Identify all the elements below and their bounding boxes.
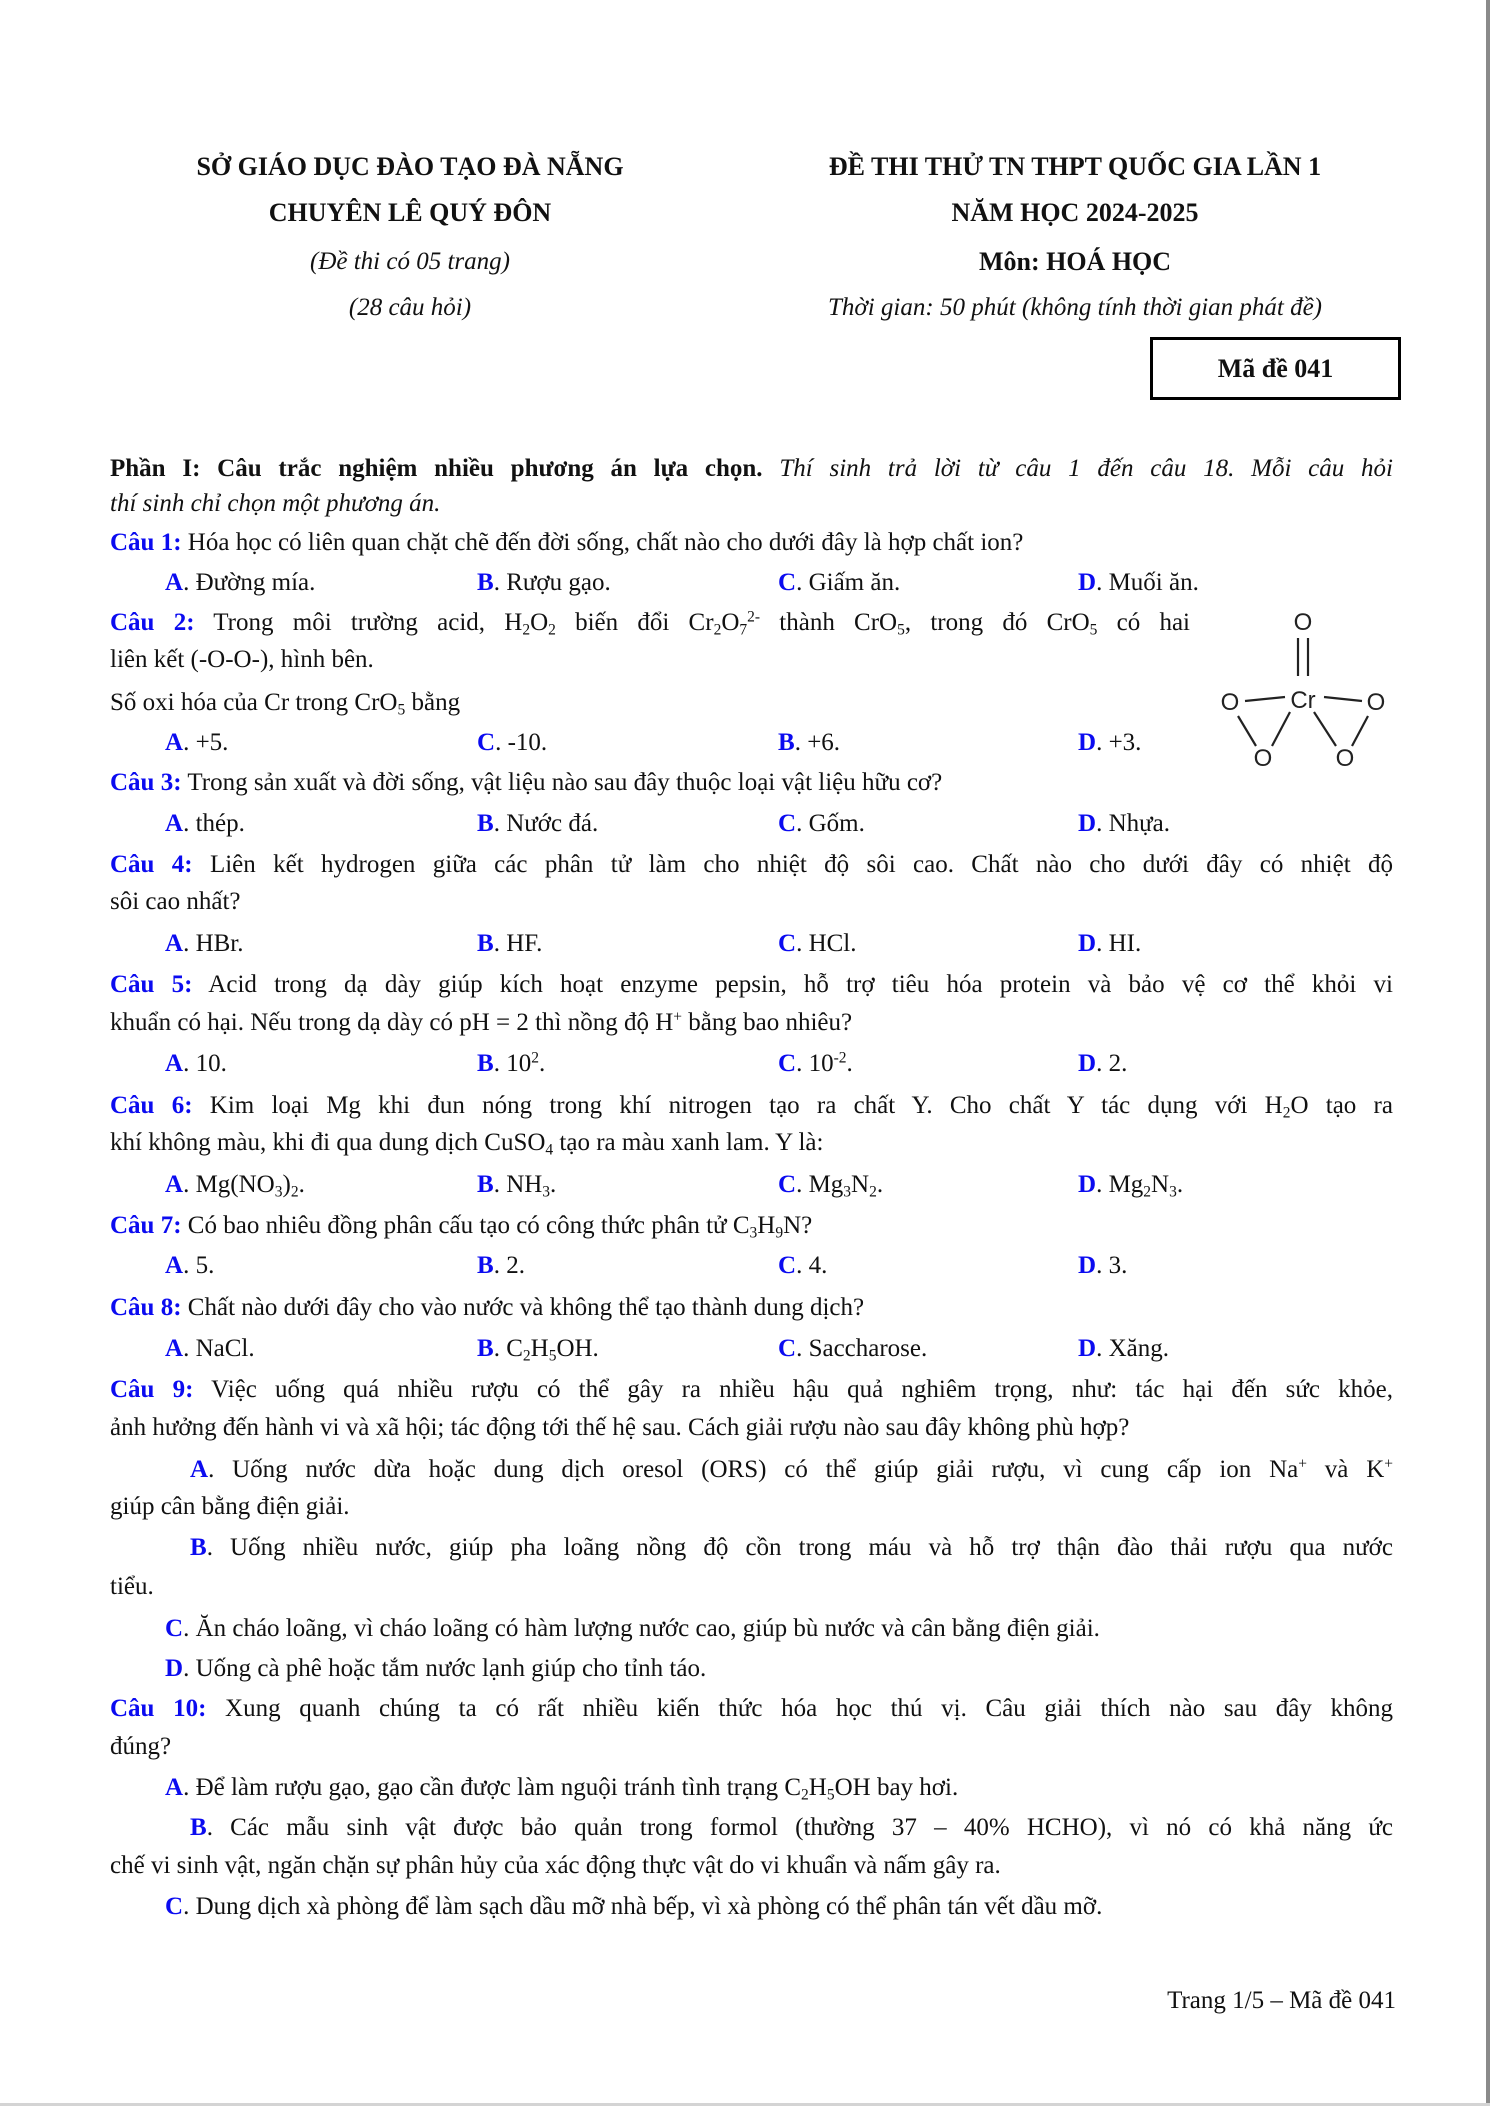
answer-option-d[interactable]	[1078, 1251, 1127, 1281]
atom-o-top: O	[1293, 609, 1313, 636]
text-run: . 5.	[183, 1252, 215, 1279]
option-letter: B	[477, 1335, 494, 1362]
answer-option-b[interactable]	[477, 1170, 556, 1200]
text-run: tạo ra màu xanh lam. Y là:	[553, 1129, 824, 1156]
exam-code: Mã đề 041	[1217, 353, 1334, 383]
option-letter: D	[1078, 810, 1097, 837]
text-run: . Saccharose.	[796, 1335, 928, 1362]
text-run: . Đường mía.	[183, 569, 316, 596]
text-run: N	[1151, 1171, 1170, 1198]
question-text	[110, 970, 1393, 1000]
text-run: . NH	[493, 1171, 543, 1198]
text-run: ảnh hưởng đến hành vi và xã hội; tác động tới thế hệ sau. Cách giải rượu nào sau đây không phù hợp?	[110, 1414, 1130, 1441]
text-run: . HI.	[1096, 930, 1142, 957]
text-run: .	[550, 1171, 557, 1198]
answer-option-b[interactable]	[477, 1251, 525, 1281]
department-name: SỞ GIÁO DỤC ĐÀO TẠO ĐÀ NẴNG	[196, 152, 624, 181]
question-number: Câu 9:	[110, 1376, 194, 1403]
option-letter: B	[477, 569, 494, 596]
question-text-cont	[110, 1732, 171, 1762]
answer-option-a[interactable]	[165, 1334, 255, 1364]
option-letter: C	[778, 1252, 797, 1279]
superscript: +	[673, 1008, 683, 1026]
answer-option-b[interactable]	[190, 1813, 1393, 1843]
subscript: 5	[548, 1347, 557, 1365]
text-run: . 10	[796, 1050, 834, 1077]
text-run: Trong môi trường acid, H	[194, 609, 523, 636]
subscript: 2	[1282, 1104, 1291, 1122]
option-letter: A	[165, 1774, 184, 1801]
option-letter: A	[165, 1050, 184, 1077]
text-run: . Nước đá.	[493, 810, 599, 837]
subscript: 3	[274, 1183, 283, 1201]
answer-option-a[interactable]	[190, 1455, 1393, 1485]
answer-option-d[interactable]	[165, 1654, 706, 1684]
text-run: . thép.	[183, 810, 245, 837]
text-run: . +5.	[183, 729, 229, 756]
text-run: bằng bao nhiêu?	[682, 1009, 853, 1036]
subscript: 5	[897, 621, 905, 639]
question-text	[110, 608, 1190, 638]
text-run: O	[530, 609, 549, 636]
option-letter: B	[190, 1534, 207, 1561]
option-letter: C	[477, 729, 496, 756]
text-run: Kim loại Mg khi đun nóng trong khí nitrogen tạo ra chất Y. Cho chất Y tác dụng với H	[192, 1092, 1283, 1119]
text-run: . Muối ăn.	[1096, 569, 1199, 596]
question-text	[110, 1091, 1393, 1121]
answer-option-c[interactable]	[778, 1251, 827, 1281]
question-number: Câu 6:	[110, 1092, 193, 1119]
text-run: Số oxi hóa của Cr trong CrO	[110, 689, 398, 716]
option-letter: C	[778, 810, 797, 837]
bond-peroxide-right-1	[1314, 712, 1336, 746]
subscript: 2	[548, 621, 556, 639]
question-text-cont	[110, 1008, 852, 1038]
answer-option-c[interactable]	[477, 728, 547, 758]
question-number: Câu 1:	[110, 529, 182, 556]
text-run: . Uống nước dừa hoặc dung dịch oresol (ORS) có thể giúp giải rượu, vì cung cấp ion Na	[208, 1456, 1299, 1483]
text-run: . -10.	[495, 729, 548, 756]
answer-option-b[interactable]	[778, 728, 840, 758]
text-run: thành CrO	[760, 609, 898, 636]
text-run: Xung quanh chúng ta có rất nhiều kiến thức hóa học thú vị. Câu giải thích nào sau đây không	[206, 1695, 1393, 1722]
text-run: Acid trong dạ dày giúp kích hoạt enzyme pepsin, hỗ trợ tiêu hóa protein và bảo vệ cơ thể khỏi vi	[192, 971, 1393, 998]
text-run: .	[846, 1050, 853, 1077]
text-run: . Ăn cháo loãng, vì cháo loãng có hàm lượng nước cao, giúp bù nước và cân bằng điện giải.	[183, 1615, 1100, 1642]
text-run: . Giấm ăn.	[796, 569, 901, 596]
text-run: , trong đó CrO	[904, 609, 1090, 636]
text-run: . HF.	[493, 930, 543, 957]
text-run: . 10.	[183, 1050, 227, 1077]
text-run: . 2.	[1096, 1050, 1128, 1077]
text-run: . Uống cà phê hoặc tắm nước lạnh giúp cho tỉnh táo.	[183, 1655, 707, 1682]
cro5-structure-figure	[1190, 602, 1390, 772]
text-run: . Uống nhiều nước, giúp pha loãng nồng độ cồn trong máu và hỗ trợ thận đào thải rượu qua nước	[206, 1534, 1393, 1561]
option-letter: A	[190, 1456, 209, 1483]
answer-option-d[interactable]	[1078, 929, 1141, 959]
question-text	[110, 1375, 1393, 1405]
option-letter: B	[477, 1171, 494, 1198]
question-text	[110, 850, 1393, 880]
text-run: N?	[783, 1212, 813, 1239]
option-letter: D	[1078, 1171, 1097, 1198]
option-letter: B	[477, 1050, 494, 1077]
pages-note: (Đề thi có 05 trang)	[310, 248, 510, 275]
superscript: -2	[833, 1049, 847, 1067]
text-run: . Xăng.	[1096, 1335, 1169, 1362]
question-text-cont	[110, 645, 374, 675]
text-run: sôi cao nhất?	[110, 888, 241, 915]
answer-option-d[interactable]	[1078, 728, 1141, 758]
text-run: Liên kết hydrogen giữa các phân tử làm cho nhiệt độ sôi cao. Chất nào cho dưới đây có nhiệt độ	[192, 851, 1393, 878]
answer-option-cont	[110, 1572, 154, 1602]
option-letter: A	[165, 810, 184, 837]
answer-option-c[interactable]	[165, 1892, 1102, 1922]
atom-o-right: O	[1366, 689, 1386, 716]
question-text	[110, 1211, 812, 1241]
text-run: . HBr.	[183, 930, 244, 957]
subscript: 2	[1143, 1183, 1152, 1201]
subscript: 2	[713, 621, 722, 639]
option-letter: A	[165, 930, 184, 957]
superscript: +	[1298, 1455, 1307, 1473]
option-letter: C	[778, 1171, 797, 1198]
answer-option-d[interactable]	[1078, 809, 1170, 839]
subscript: 5	[1089, 621, 1098, 639]
answer-option-cont	[110, 1851, 1001, 1881]
text-run: . 4.	[796, 1252, 828, 1279]
exam-title: ĐỀ THI THỬ TN THPT QUỐC GIA LẦN 1	[828, 152, 1322, 181]
text-run: . 10	[493, 1050, 532, 1077]
text-run: .	[1176, 1171, 1184, 1198]
text-run: chế vi sinh vật, ngăn chặn sự phân hủy của xác động thực vật do vi khuẩn và nấm gây ra.	[110, 1852, 1001, 1879]
subscript: 5	[826, 1786, 835, 1804]
option-letter: A	[165, 1335, 184, 1362]
answer-option-d[interactable]	[1078, 1049, 1127, 1079]
text-run: H	[808, 1774, 827, 1801]
text-run: . 3.	[1096, 1252, 1128, 1279]
bond-peroxide-left-2	[1272, 712, 1290, 746]
option-letter: B	[477, 810, 494, 837]
subscript: 2	[801, 1786, 809, 1804]
exam-code-box	[1150, 337, 1401, 400]
text-run: . HCl.	[796, 930, 857, 957]
text-run: .	[876, 1171, 884, 1198]
text-run: . Các mẫu sinh vật được bảo quản trong formol (thường 37 – 40% HCHO), vì nó có khả năng ức	[206, 1814, 1393, 1841]
text-run: khuẩn có hại. Nếu trong dạ dày có pH = 2 thì nồng độ H	[110, 1009, 674, 1036]
text-run: . Nhựa.	[1096, 810, 1171, 837]
text-run: O	[721, 609, 740, 636]
question-text-cont	[110, 688, 460, 718]
answer-option-a[interactable]	[165, 728, 228, 758]
bond-peroxide-left-1	[1238, 716, 1256, 746]
option-letter: B	[477, 930, 494, 957]
text-run: . Để làm rượu gạo, gạo cần được làm nguội tránh tình trạng C	[183, 1774, 802, 1801]
subscript: 7	[739, 621, 748, 639]
answer-option-c[interactable]	[778, 568, 900, 598]
option-letter: B	[778, 729, 795, 756]
answer-option-c[interactable]	[778, 1170, 883, 1200]
page-footer: Trang 1/5 – Mã đề 041	[1167, 1987, 1396, 2014]
text-run: )	[282, 1171, 291, 1198]
subscript: 3	[749, 1224, 758, 1242]
text-run: . Dung dịch xà phòng để làm sạch dầu mỡ nhà bếp, vì xà phòng có thể phân tán vết dầu mỡ.	[183, 1893, 1103, 1920]
answer-option-a[interactable]	[165, 568, 315, 598]
question-number: Câu 8:	[110, 1294, 182, 1321]
option-letter: A	[165, 1252, 184, 1279]
text-run: . +6.	[794, 729, 841, 756]
viewer-edge-right	[1486, 0, 1490, 2106]
text-run: . Mg	[1096, 1171, 1144, 1198]
option-letter: C	[778, 930, 797, 957]
subscript: 3	[843, 1183, 852, 1201]
option-letter: C	[778, 1050, 797, 1077]
answer-option-b[interactable]	[477, 1049, 545, 1079]
bond-peroxide-right-2	[1352, 716, 1368, 746]
text-run: Chất nào dưới đây cho vào nước và không thể tạo thành dung dịch?	[181, 1294, 865, 1321]
option-letter: C	[778, 1335, 797, 1362]
answer-option-b[interactable]	[190, 1533, 1393, 1563]
section-instruction: Thí sinh trả lời từ câu 1 đến câu 18. Mỗi câu hỏi	[762, 455, 1393, 482]
superscript: +	[1384, 1455, 1393, 1473]
answer-option-d[interactable]	[1078, 1334, 1169, 1364]
question-text-cont	[110, 1128, 823, 1158]
option-letter: D	[1078, 729, 1097, 756]
text-run: và K	[1306, 1456, 1385, 1483]
answer-option-c[interactable]	[165, 1614, 1100, 1644]
text-run: .	[538, 1050, 546, 1077]
section-instruction-cont: thí sinh chỉ chọn một phương án.	[110, 490, 441, 517]
text-run: biến đổi Cr	[555, 609, 714, 636]
question-text	[110, 528, 1023, 558]
text-run: O tạo ra	[1290, 1092, 1393, 1119]
answer-option-c[interactable]	[778, 1049, 853, 1079]
option-letter: D	[165, 1655, 184, 1682]
question-number: Câu 2:	[110, 609, 195, 636]
option-letter: D	[1078, 1335, 1097, 1362]
answer-option-c[interactable]	[778, 809, 865, 839]
text-run: Hóa học có liên quan chặt chẽ đến đời sống, chất nào cho dưới đây là hợp chất ion?	[181, 529, 1024, 556]
option-letter: C	[165, 1615, 184, 1642]
answer-option-a[interactable]	[165, 929, 244, 959]
question-text	[110, 768, 942, 798]
answer-option-a[interactable]	[165, 1251, 214, 1281]
text-run: bằng	[405, 689, 461, 716]
subscript: 4	[545, 1141, 554, 1159]
answer-option-c[interactable]	[778, 929, 857, 959]
text-run: . C	[493, 1335, 523, 1362]
subscript: 2	[290, 1183, 299, 1201]
text-run: N	[851, 1171, 870, 1198]
option-letter: C	[165, 1893, 184, 1920]
answer-option-cont	[110, 1492, 350, 1522]
text-run: H	[757, 1212, 776, 1239]
text-run: tiểu.	[110, 1573, 154, 1600]
answer-option-d[interactable]	[1078, 568, 1199, 598]
exam-time: Thời gian: 50 phút (không tính thời gian phát đề)	[827, 294, 1323, 321]
question-number: Câu 4:	[110, 851, 193, 878]
answer-option-b[interactable]	[477, 568, 611, 598]
option-letter: A	[165, 569, 184, 596]
text-run: H	[530, 1335, 549, 1362]
subscript: 2	[522, 1347, 531, 1365]
text-run: khí không màu, khi đi qua dung dịch CuSO	[110, 1129, 546, 1156]
subscript: 9	[775, 1224, 784, 1242]
text-run: . NaCl.	[183, 1335, 255, 1362]
bond-cr-o-right	[1324, 697, 1362, 701]
section-heading	[110, 454, 1393, 484]
option-letter: B	[477, 1252, 494, 1279]
text-run: . Gốm.	[796, 810, 865, 837]
question-number: Câu 7:	[110, 1212, 182, 1239]
option-letter: C	[778, 569, 797, 596]
subscript: 2	[522, 621, 531, 639]
superscript: 2-	[747, 608, 761, 626]
option-letter: A	[165, 729, 184, 756]
question-number: Câu 3:	[110, 769, 182, 796]
superscript: 2	[531, 1049, 539, 1067]
text-run: . 2.	[493, 1252, 525, 1279]
text-run: . Mg	[796, 1171, 844, 1198]
answer-option-d[interactable]	[1078, 1170, 1183, 1200]
option-letter: B	[190, 1814, 207, 1841]
text-run: liên kết (-O-O-), hình bên.	[110, 646, 374, 673]
question-text-cont	[110, 887, 241, 917]
text-run: đúng?	[110, 1733, 172, 1760]
answer-option-a[interactable]	[165, 809, 245, 839]
question-number: Câu 10:	[110, 1695, 207, 1722]
school-year: NĂM HỌC 2024-2025	[951, 198, 1199, 227]
option-letter: D	[1078, 1050, 1097, 1077]
text-run: giúp cân bằng điện giải.	[110, 1493, 350, 1520]
answer-option-b[interactable]	[477, 1334, 599, 1364]
text-run: . Rượu gạo.	[493, 569, 611, 596]
questions-note: (28 câu hỏi)	[348, 294, 472, 321]
question-number: Câu 5:	[110, 971, 193, 998]
school-name: CHUYÊN LÊ QUÝ ĐÔN	[268, 198, 552, 227]
text-run: có hai	[1097, 609, 1190, 636]
text-run: OH.	[556, 1335, 599, 1362]
answer-option-a[interactable]	[165, 1170, 305, 1200]
option-letter: D	[1078, 1252, 1097, 1279]
option-letter: D	[1078, 569, 1097, 596]
atom-o-left: O	[1220, 689, 1240, 716]
option-letter: D	[1078, 930, 1097, 957]
option-letter: A	[165, 1171, 184, 1198]
atom-o-bottom-right: O	[1335, 745, 1355, 772]
text-run: . Mg(NO	[183, 1171, 275, 1198]
subscript: 5	[397, 701, 406, 719]
text-run: .	[298, 1171, 305, 1198]
question-text	[110, 1293, 864, 1323]
subject: Môn: HOÁ HỌC	[978, 247, 1172, 276]
text-run: Trong sản xuất và đời sống, vật liệu nào sau đây thuộc loại vật liệu hữu cơ?	[181, 769, 943, 796]
text-run: OH bay hơi.	[834, 1774, 959, 1801]
atom-cr: Cr	[1290, 687, 1316, 714]
subscript: 3	[542, 1183, 551, 1201]
text-run: . +3.	[1096, 729, 1142, 756]
text-run: Có bao nhiêu đồng phân cấu tạo có công thức phân tử C	[181, 1212, 750, 1239]
answer-option-b[interactable]	[477, 809, 598, 839]
answer-option-b[interactable]	[477, 929, 542, 959]
text-run: Việc uống quá nhiều rượu có thể gây ra nhiều hậu quả nghiêm trọng, như: tác hại đến sức khỏe,	[193, 1376, 1393, 1403]
subscript: 3	[1169, 1183, 1177, 1201]
answer-option-c[interactable]	[778, 1334, 927, 1364]
question-text-cont	[110, 1413, 1129, 1443]
subscript: 2	[869, 1183, 877, 1201]
bond-cr-o-left	[1245, 697, 1285, 701]
section-title: Phần I: Câu trắc nghiệm nhiều phương án lựa chọn.	[110, 455, 763, 482]
answer-option-a[interactable]	[165, 1049, 227, 1079]
atom-o-bottom-left: O	[1253, 745, 1273, 772]
answer-option-a[interactable]	[165, 1773, 958, 1803]
question-text	[110, 1694, 1393, 1724]
